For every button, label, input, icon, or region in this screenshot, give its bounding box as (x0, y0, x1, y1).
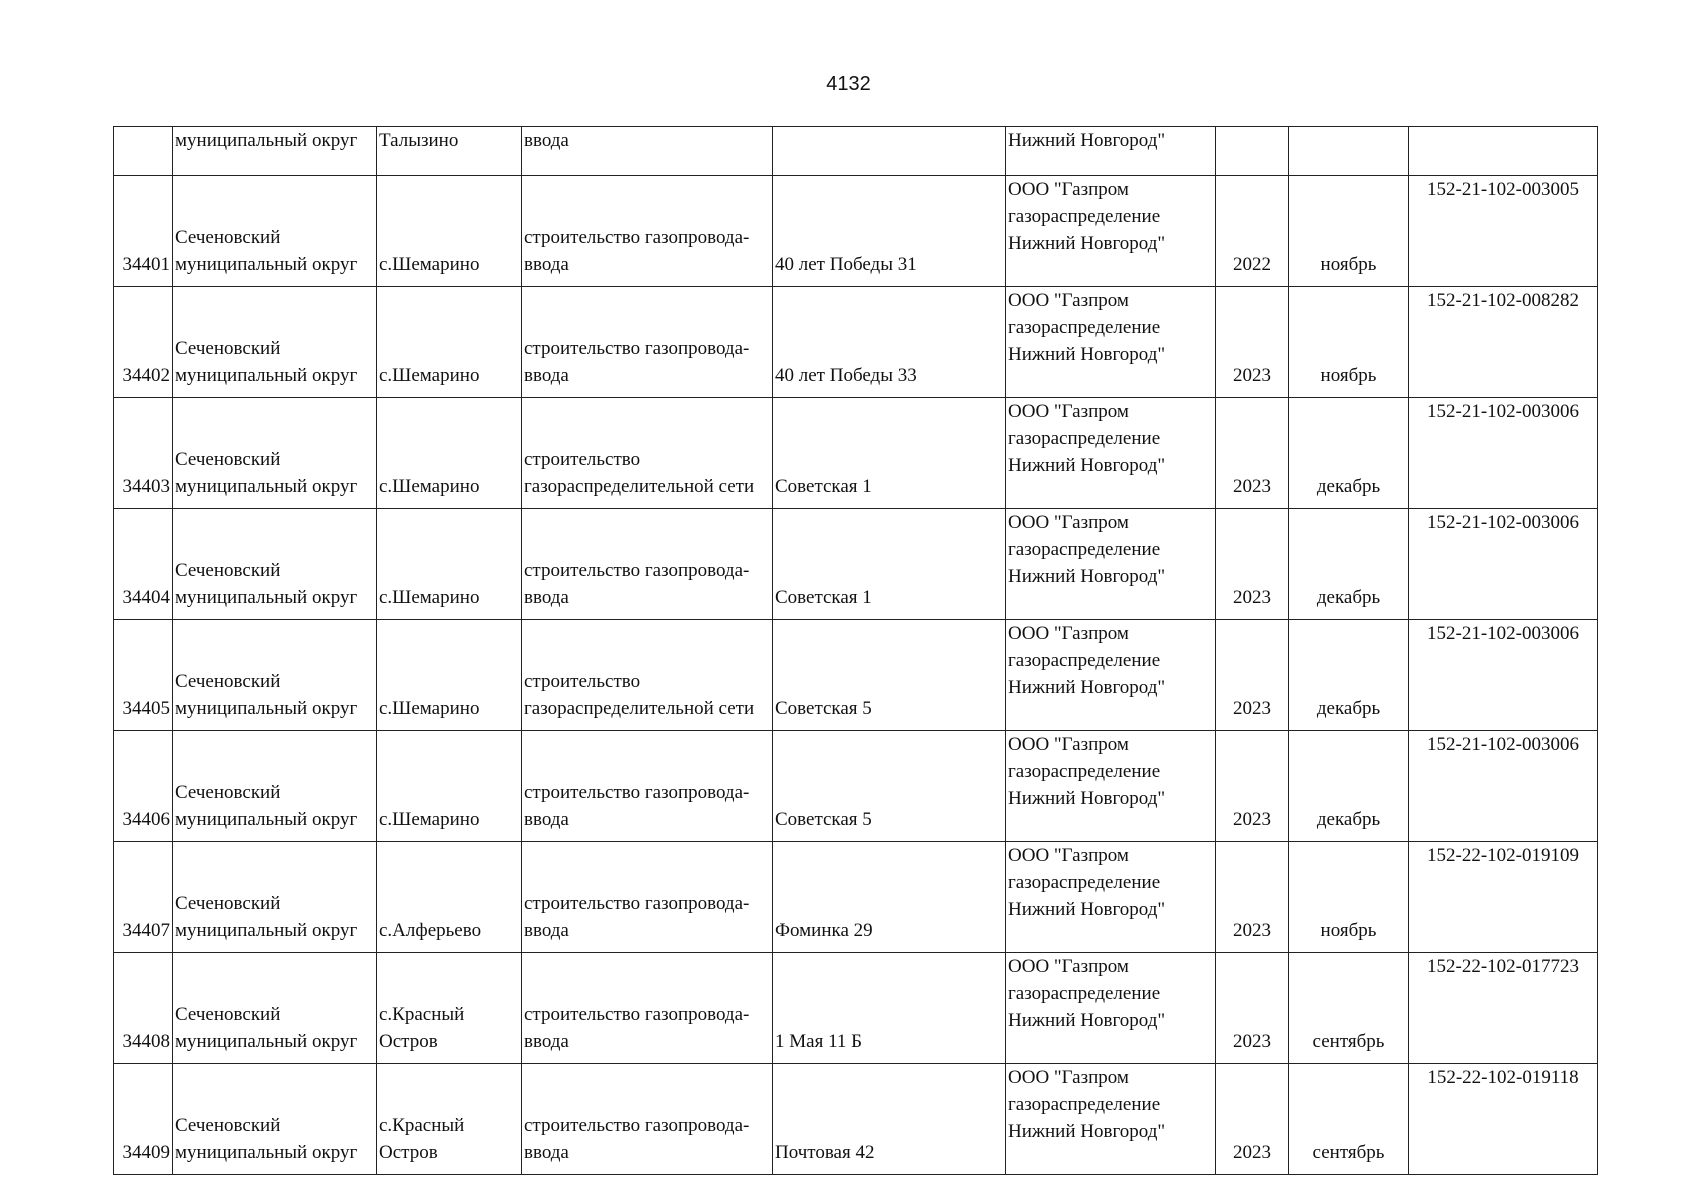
cell-organization (1006, 953, 1216, 1064)
cell-line: ООО "Газпром (1008, 179, 1129, 200)
cell-code: 152-21-102-008282 (1409, 287, 1598, 398)
cell-work-type: ввода (522, 127, 773, 176)
cell-locality (377, 1064, 522, 1175)
table-row (114, 509, 1598, 620)
cell-line: Сеченовский (175, 1004, 281, 1025)
cell-line: Нижний Новгород" (1008, 1121, 1166, 1142)
cell-line: газораспределение (1008, 1094, 1161, 1115)
cell-address: Советская 1 (773, 398, 1006, 509)
cell-line: с.Шемарино (379, 365, 480, 386)
cell-line: с.Шемарино (379, 476, 480, 497)
cell-number: 34405 (114, 620, 173, 731)
cell-year: 2023 (1216, 842, 1289, 953)
cell-line: ввода (524, 920, 569, 941)
cell-line: с.Шемарино (379, 809, 480, 830)
cell-organization (1006, 398, 1216, 509)
cell-line: Нижний Новгород" (1008, 1010, 1166, 1031)
cell-month (1289, 127, 1409, 176)
cell-address: 40 лет Победы 31 (773, 176, 1006, 287)
cell-number: 34402 (114, 287, 173, 398)
cell-work-type (522, 731, 773, 842)
cell-district (173, 731, 377, 842)
table-row (114, 398, 1598, 509)
cell-line: с.Алферьево (379, 920, 482, 941)
cell-code (1409, 127, 1598, 176)
cell-number: 34407 (114, 842, 173, 953)
cell-line (379, 446, 519, 473)
cell-line: ввода (524, 1142, 569, 1163)
cell-organization (1006, 620, 1216, 731)
cell-locality (377, 176, 522, 287)
cell-year: 2023 (1216, 731, 1289, 842)
cell-line: ООО "Газпром (1008, 401, 1129, 422)
cell-line (379, 779, 519, 806)
cell-work-type (522, 1064, 773, 1175)
cell-district (173, 620, 377, 731)
cell-line: ООО "Газпром (1008, 512, 1129, 533)
cell-line: Сеченовский (175, 449, 281, 470)
cell-month: декабрь (1289, 398, 1409, 509)
cell-line: с.Красный (379, 1004, 465, 1025)
cell-locality (377, 731, 522, 842)
cell-work-type (522, 509, 773, 620)
cell-year: 2023 (1216, 620, 1289, 731)
cell-line: муниципальный округ (175, 809, 358, 830)
cell-locality (377, 953, 522, 1064)
table-row (114, 731, 1598, 842)
cell-line: ООО "Газпром (1008, 845, 1129, 866)
cell-organization: Нижний Новгород" (1006, 127, 1216, 176)
cell-month: сентябрь (1289, 953, 1409, 1064)
cell-line: газораспределение (1008, 872, 1161, 893)
cell-line: строительство газопровода- (524, 1004, 750, 1025)
table-row-carry-over (114, 127, 1598, 176)
cell-year: 2023 (1216, 287, 1289, 398)
table-row (114, 953, 1598, 1064)
cell-code: 152-21-102-003006 (1409, 398, 1598, 509)
cell-line: Сеченовский (175, 782, 281, 803)
cell-district: муниципальный округ (173, 127, 377, 176)
cell-locality (377, 842, 522, 953)
cell-line: газораспределение (1008, 761, 1161, 782)
cell-line: строительство газопровода- (524, 560, 750, 581)
cell-line: газораспределение (1008, 650, 1161, 671)
cell-number: 34409 (114, 1064, 173, 1175)
cell-organization (1006, 509, 1216, 620)
cell-line: ввода (524, 587, 569, 608)
cell-line: газораспределение (1008, 539, 1161, 560)
cell-address (773, 127, 1006, 176)
cell-year: 2023 (1216, 398, 1289, 509)
cell-line: Нижний Новгород" (1008, 566, 1166, 587)
cell-line: газораспределение (1008, 983, 1161, 1004)
cell-line: Сеченовский (175, 893, 281, 914)
table-row (114, 1064, 1598, 1175)
cell-year: 2023 (1216, 1064, 1289, 1175)
cell-line: Сеченовский (175, 1115, 281, 1136)
cell-district (173, 1064, 377, 1175)
cell-line: муниципальный округ (175, 698, 358, 719)
cell-line: ООО "Газпром (1008, 290, 1129, 311)
cell-line: ввода (524, 1031, 569, 1052)
cell-line: муниципальный округ (175, 1142, 358, 1163)
cell-line: Нижний Новгород" (1008, 233, 1166, 254)
cell-line: муниципальный округ (175, 587, 358, 608)
cell-month: ноябрь (1289, 842, 1409, 953)
table-row (114, 176, 1598, 287)
cell-organization (1006, 287, 1216, 398)
cell-year: 2022 (1216, 176, 1289, 287)
cell-address: Фоминка 29 (773, 842, 1006, 953)
cell-number (114, 127, 173, 176)
cell-locality (377, 398, 522, 509)
cell-line: ввода (524, 254, 569, 275)
cell-line: строительство газопровода- (524, 893, 750, 914)
cell-line: Нижний Новгород" (1008, 344, 1166, 365)
cell-month: декабрь (1289, 731, 1409, 842)
cell-address: Советская 5 (773, 731, 1006, 842)
cell-line: ООО "Газпром (1008, 956, 1129, 977)
cell-line: муниципальный округ (175, 476, 358, 497)
cell-month: декабрь (1289, 509, 1409, 620)
cell-address: Советская 1 (773, 509, 1006, 620)
cell-code: 152-21-102-003005 (1409, 176, 1598, 287)
cell-line: строительство газопровода- (524, 1115, 750, 1136)
cell-locality (377, 287, 522, 398)
cell-code: 152-22-102-017723 (1409, 953, 1598, 1064)
table-body (114, 127, 1598, 1175)
cell-address: 1 Мая 11 Б (773, 953, 1006, 1064)
cell-line (379, 335, 519, 362)
cell-code: 152-22-102-019118 (1409, 1064, 1598, 1175)
cell-year: 2023 (1216, 953, 1289, 1064)
registry-table (113, 126, 1598, 1175)
cell-work-type (522, 842, 773, 953)
cell-line: газораспределение (1008, 428, 1161, 449)
cell-month: ноябрь (1289, 287, 1409, 398)
cell-work-type (522, 287, 773, 398)
cell-district (173, 287, 377, 398)
cell-number: 34408 (114, 953, 173, 1064)
cell-line: Сеченовский (175, 227, 281, 248)
cell-work-type (522, 620, 773, 731)
cell-line: муниципальный округ (175, 365, 358, 386)
cell-locality (377, 620, 522, 731)
cell-line (379, 668, 519, 695)
cell-number: 34403 (114, 398, 173, 509)
cell-line: газораспределительной сети (524, 476, 755, 497)
cell-work-type (522, 398, 773, 509)
cell-month: сентябрь (1289, 1064, 1409, 1175)
cell-work-type (522, 953, 773, 1064)
cell-line: газораспределительной сети (524, 698, 755, 719)
cell-organization (1006, 1064, 1216, 1175)
cell-line: Сеченовский (175, 560, 281, 581)
cell-district (173, 953, 377, 1064)
cell-line: газораспределение (1008, 317, 1161, 338)
table-row (114, 842, 1598, 953)
cell-line: ввода (524, 365, 569, 386)
cell-line: Нижний Новгород" (1008, 788, 1166, 809)
cell-line: строительство газопровода- (524, 338, 750, 359)
cell-district (173, 509, 377, 620)
cell-line: с.Шемарино (379, 254, 480, 275)
cell-district (173, 398, 377, 509)
cell-line: Нижний Новгород" (1008, 677, 1166, 698)
cell-address: Советская 5 (773, 620, 1006, 731)
cell-district (173, 176, 377, 287)
cell-code: 152-22-102-019109 (1409, 842, 1598, 953)
cell-number: 34404 (114, 509, 173, 620)
cell-locality (377, 509, 522, 620)
cell-code: 152-21-102-003006 (1409, 620, 1598, 731)
cell-work-type (522, 176, 773, 287)
table-row (114, 287, 1598, 398)
cell-year (1216, 127, 1289, 176)
cell-number: 34401 (114, 176, 173, 287)
cell-number: 34406 (114, 731, 173, 842)
cell-line: строительство газопровода- (524, 227, 750, 248)
cell-organization (1006, 842, 1216, 953)
cell-district (173, 842, 377, 953)
cell-line: газораспределение (1008, 206, 1161, 227)
cell-line: строительство (524, 671, 641, 692)
cell-line: муниципальный округ (175, 1031, 358, 1052)
cell-line: Нижний Новгород" (1008, 455, 1166, 476)
cell-organization (1006, 731, 1216, 842)
cell-line: ООО "Газпром (1008, 1067, 1129, 1088)
cell-month: ноябрь (1289, 176, 1409, 287)
cell-line: с.Шемарино (379, 698, 480, 719)
cell-code: 152-21-102-003006 (1409, 731, 1598, 842)
cell-address: 40 лет Победы 33 (773, 287, 1006, 398)
table-row (114, 620, 1598, 731)
cell-line: муниципальный округ (175, 920, 358, 941)
cell-line: с.Шемарино (379, 587, 480, 608)
cell-line: с.Красный (379, 1115, 465, 1136)
cell-line (379, 224, 519, 251)
cell-address: Почтовая 42 (773, 1064, 1006, 1175)
cell-line: строительство газопровода- (524, 782, 750, 803)
cell-line (379, 557, 519, 584)
cell-line: муниципальный округ (175, 254, 358, 275)
cell-line: Нижний Новгород" (1008, 899, 1166, 920)
cell-line: ООО "Газпром (1008, 623, 1129, 644)
page-number: 4132 (826, 73, 871, 95)
cell-year: 2023 (1216, 509, 1289, 620)
cell-line: строительство (524, 449, 641, 470)
cell-line: Остров (379, 1031, 438, 1052)
cell-code: 152-21-102-003006 (1409, 509, 1598, 620)
cell-month: декабрь (1289, 620, 1409, 731)
cell-line: ввода (524, 809, 569, 830)
cell-line (379, 890, 519, 917)
cell-line: Остров (379, 1142, 438, 1163)
cell-locality: Талызино (377, 127, 522, 176)
cell-organization (1006, 176, 1216, 287)
cell-line: Сеченовский (175, 338, 281, 359)
cell-line: ООО "Газпром (1008, 734, 1129, 755)
cell-line: Сеченовский (175, 671, 281, 692)
